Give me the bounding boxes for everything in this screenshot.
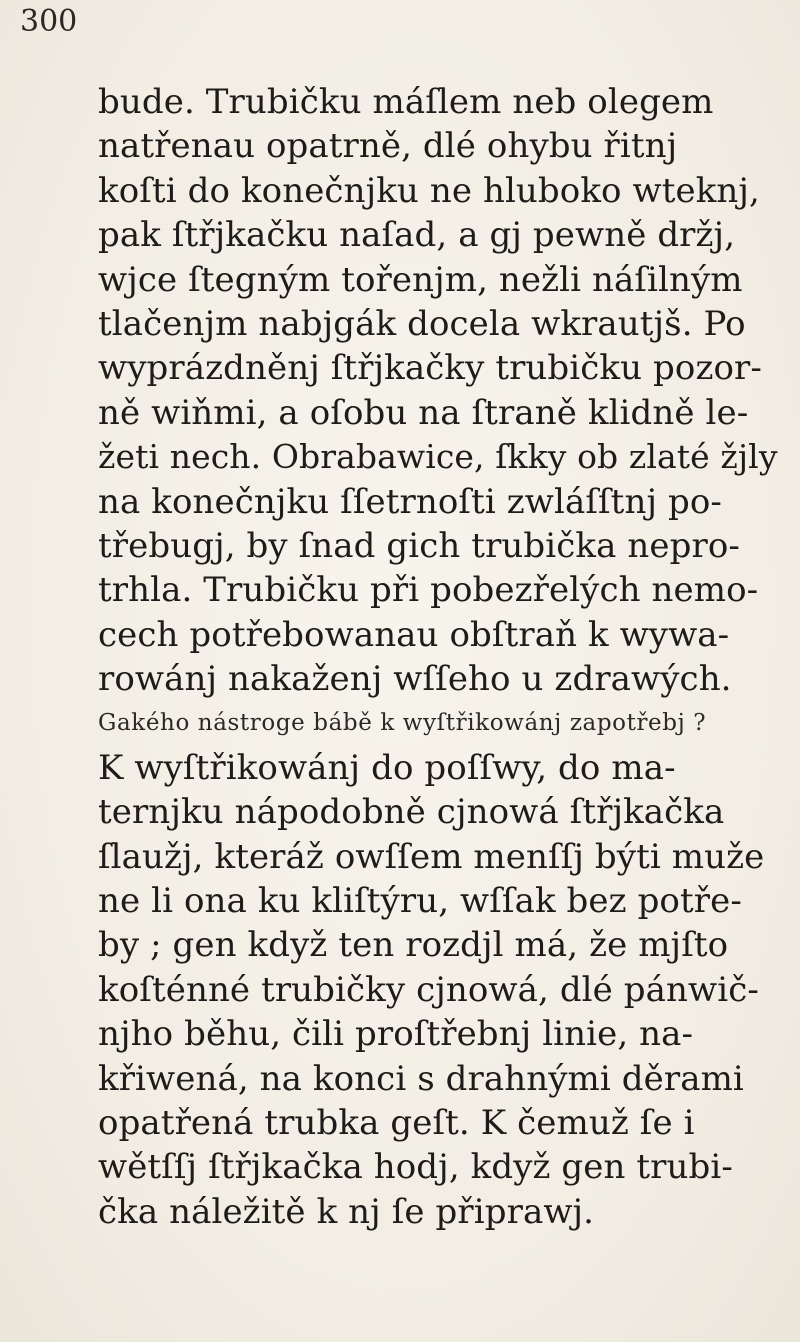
text-line: křiwená, na konci s drahnými děrami xyxy=(98,1058,744,1099)
text-line: čka náležitě k nj ſe připrawj. xyxy=(98,1191,595,1232)
page-number: 300 xyxy=(20,4,78,39)
text-line: wětſſj ſtřjkačka hodj, když gen trubi- xyxy=(98,1147,733,1188)
text-line: njho běhu, čili proſtřebnj linie, na- xyxy=(98,1014,694,1055)
text-line: žeti nech. Obrabawice, ſkky ob zlaté žjly xyxy=(98,437,778,477)
text-line: opatřená trubka geſt. K čemuž ſe i xyxy=(98,1102,695,1143)
text-line: na konečnjku ſſetrnoſti zwláſſtnj po- xyxy=(98,481,723,522)
text-line: ně wiňmi, a oſobu na ſtraně klidně le- xyxy=(98,392,749,433)
text-line: K wyſtřikowánj do poſſwy, do ma- xyxy=(98,747,676,788)
text-line: by ; gen když ten rozdjl má, že mjſto xyxy=(98,925,729,966)
question-line: Gakého nástroge bábě k wyſtřikowánj zapotřebj ? xyxy=(98,710,707,737)
text-line: wyprázdněnj ſtřjkačky trubičku pozor- xyxy=(98,348,762,389)
text-line: bude. Trubičku máſlem neb olegem xyxy=(98,82,714,122)
text-line: třebugj, by ſnad gich trubička nepro- xyxy=(98,525,740,566)
text-line: wjce ſtegným tořenjm, nežli náſilným xyxy=(98,259,743,300)
text-line: pak ſtřjkačku naſad, a gj pewně držj, xyxy=(98,215,736,256)
text-line: ne li ona ku kliſtýru, wſſak bez potře- xyxy=(98,881,742,922)
text-line: rowánj nakaženj wſſeho u zdrawých. xyxy=(98,659,732,700)
text-line: tlačenjm nabjgák docela wkrautjš. Po xyxy=(98,303,746,344)
text-line: cech potřebowanau obſtraň k wywa- xyxy=(98,614,730,655)
body-text xyxy=(98,80,778,1234)
text-line: koſti do konečnjku ne hluboko wteknj, xyxy=(98,170,760,211)
text-line: ternjku nápodobně cjnowá ſtřjkačka xyxy=(98,792,725,833)
text-line: natřenau opatrně, dlé ohybu řitnj xyxy=(98,126,678,167)
text-line: koſténné trubičky cjnowá, dlé pánwič- xyxy=(98,969,759,1010)
text-line: trhla. Trubičku při pobezřelých nemo- xyxy=(98,570,759,611)
text-line: ſlaužj, kteráž owſſem menſſj býti muže xyxy=(98,836,765,877)
